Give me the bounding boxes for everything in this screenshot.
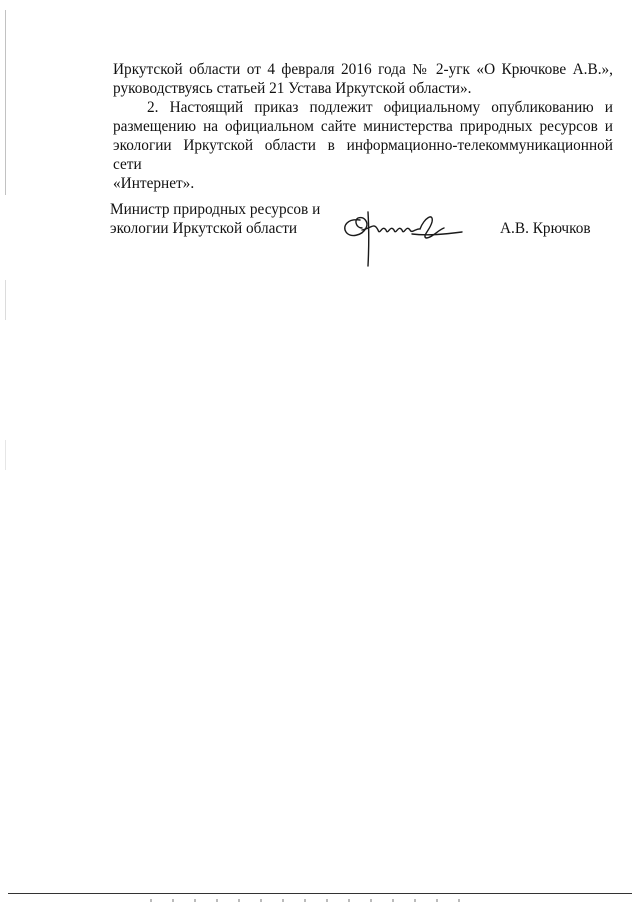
paragraph-1 [113,60,613,98]
scan-edge-artifact [5,280,6,320]
signature-block [110,200,610,280]
paragraph-2 [113,98,613,193]
text-line: руководствуясь статьей 21 Устава Иркутской области». [113,80,472,97]
document-body [113,60,613,193]
text-line: 2. Настоящий приказ подлежит официальному опубликованию и [147,99,613,116]
scan-noise [150,899,480,902]
scan-edge-artifact [5,10,6,195]
signer-position-line: Министр природных ресурсов и [110,201,321,218]
text-line: Иркутской области от 4 февраля 2016 года № 2-угк «О Крючкове А.В.», [113,61,613,78]
signer-position [110,200,340,238]
page-bottom-rule [8,893,632,894]
text-line: размещению на официальном сайте министерства природных ресурсов и [113,118,613,135]
signer-name: А.В. Крючков [500,220,591,237]
scan-edge-artifact [5,440,6,470]
signer-position-line: экологии Иркутской области [110,220,298,237]
text-line: экологии Иркутской области в информационно-телекоммуникационной сети [113,137,613,173]
text-line: «Интернет». [113,175,195,192]
handwritten-signature [338,204,468,274]
